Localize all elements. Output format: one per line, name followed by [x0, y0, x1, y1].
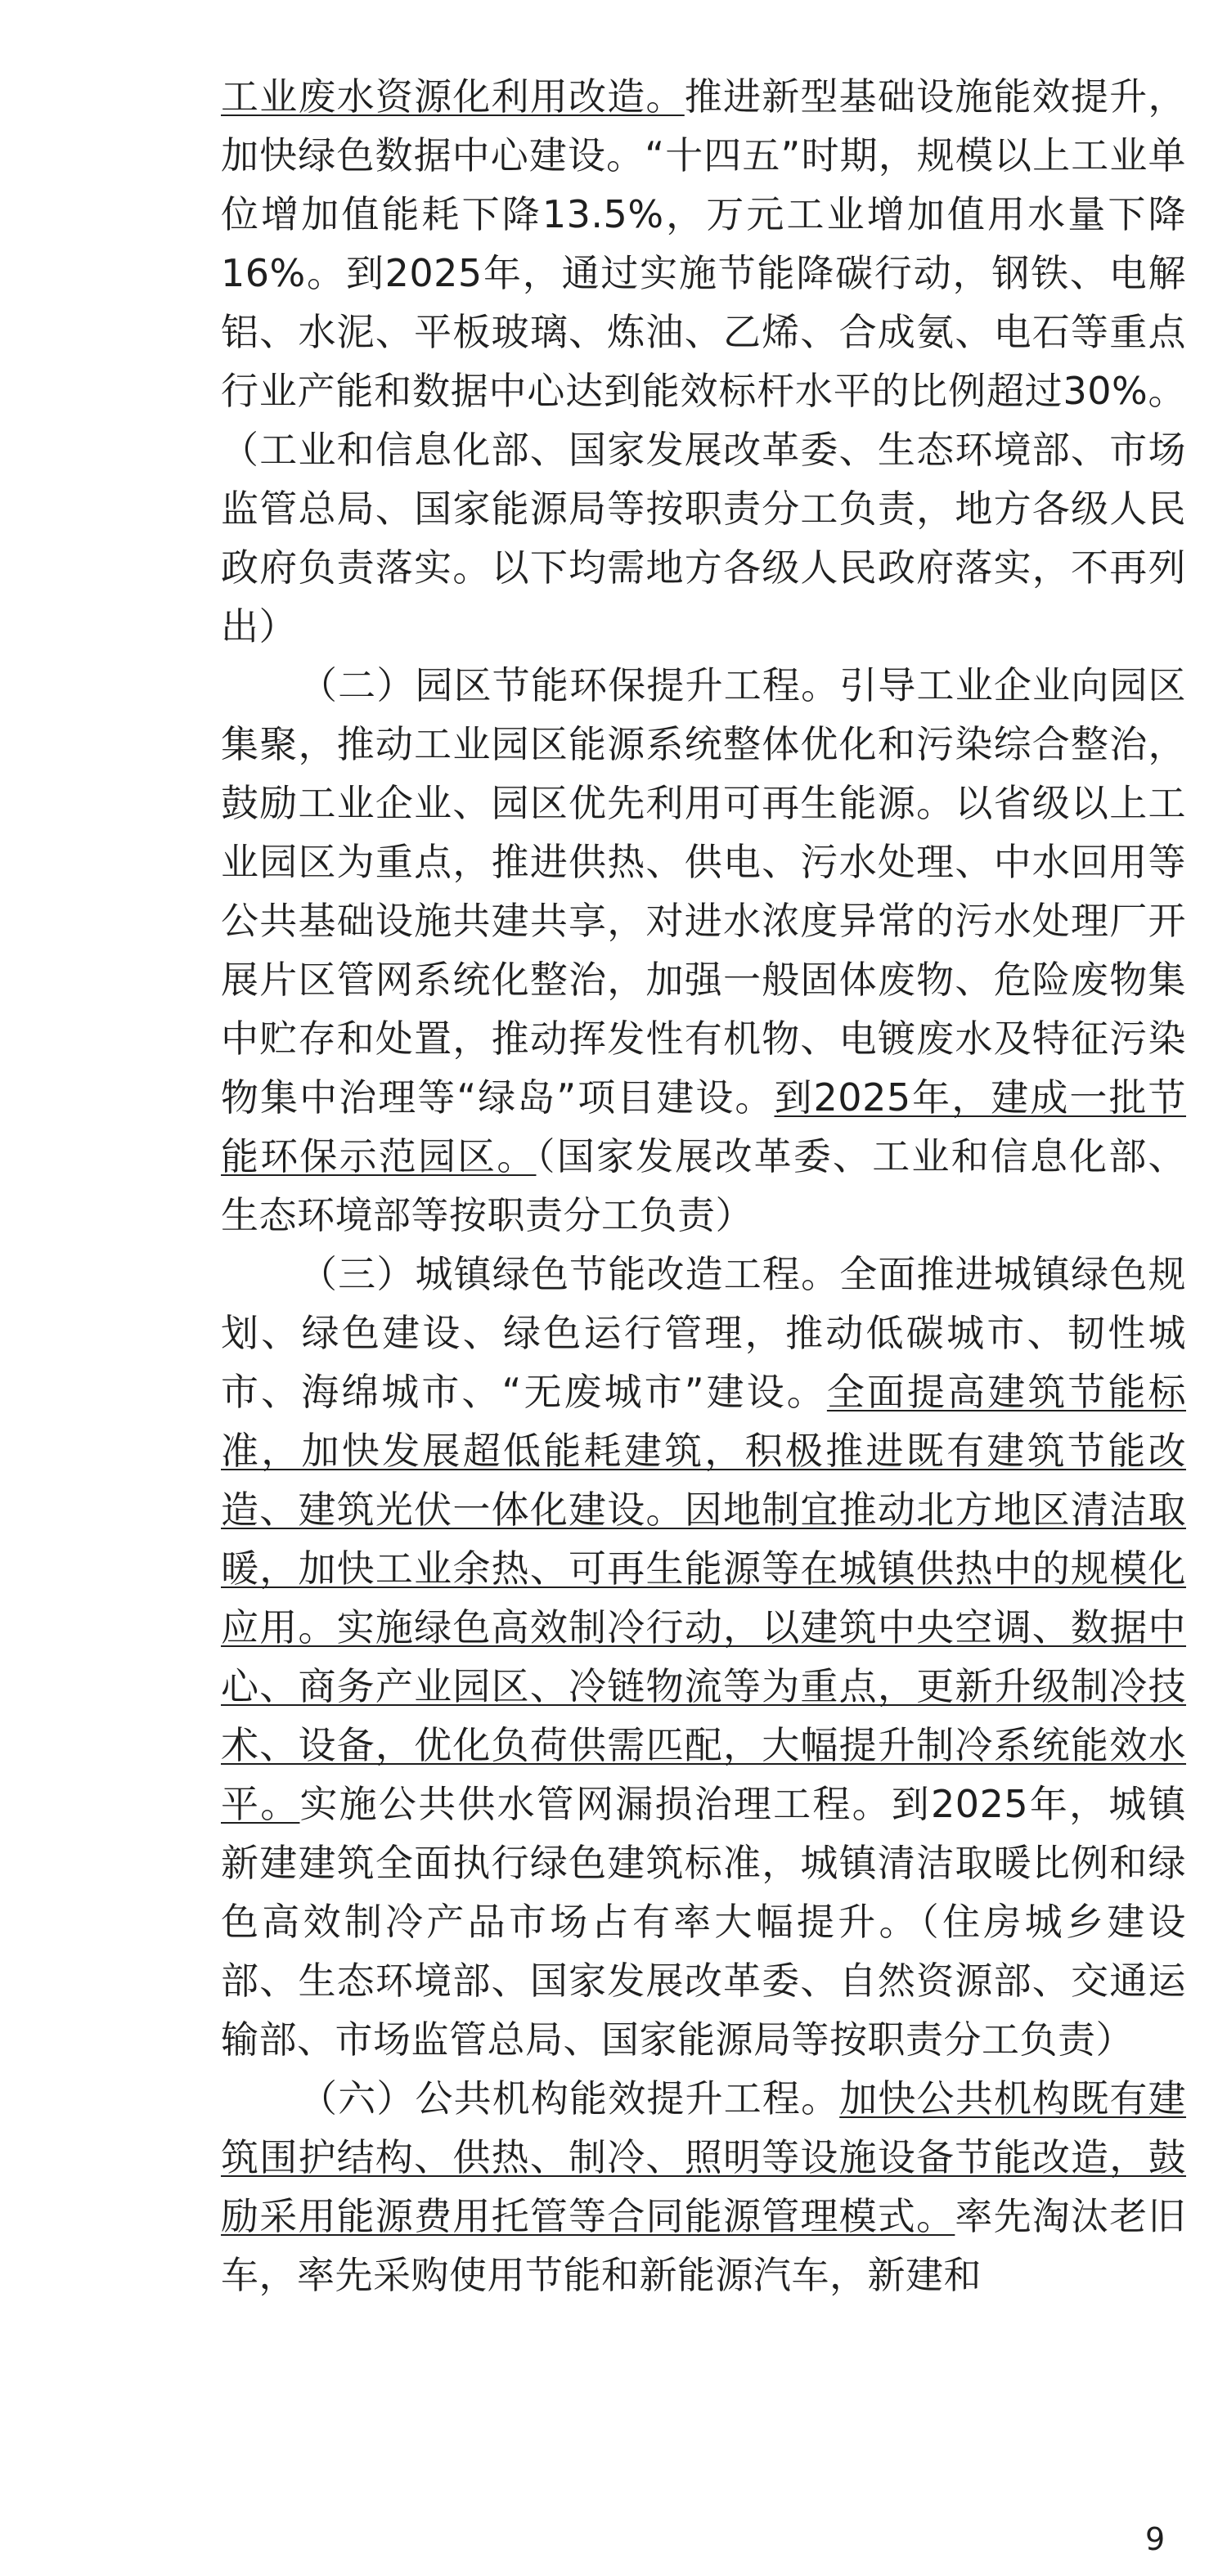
body-text: （三）城镇绿色节能改造工程。全面推进城镇绿色规划、绿色建设、绿色运行管理，推动低碳城市、韧性城市、海绵城市、“无废城市”建设。	[221, 1252, 1186, 1414]
body-text: 率先淘汰老旧车，率先采购使用节能和新能源汽车，新建和	[221, 2194, 1187, 2297]
body-text: （国家发展改革委、工业和信息化部、生态环境部等按职责分工负责）	[221, 1134, 1186, 1237]
body-text: （二）园区节能环保提升工程。引导工业企业向园区集聚，推动工业园区能源系统整体优化和污染综合整治，鼓励工业企业、园区优先利用可再生能源。以省级以上工业园区为重点，推进供热、供电、污水处理、中水回用等公共基础设施共建共享，对进水浓度异常的污水处理厂开展片区管网系统化整治，加强一般固体废物、危险废物集中贮存和处置，推动挥发性有机物、电镀废水及特征污染物集中治理等“绿岛”项目建设。	[221, 663, 1186, 1120]
body-text: （六）公共机构能效提升工程。	[299, 2076, 840, 2120]
page-number: 9	[1145, 2521, 1166, 2557]
body-text: 实施公共供水管网漏损治理工程。到2025年，城镇新建建筑全面执行绿色建筑标准，城镇清洁取暖比例和绿色高效制冷产品市场占有率大幅提升。（住房城乡建设部、生态环境部、国家发展改革委、自然资源部、交通运输部、市场监管总局、国家能源局等按职责分工负责）	[221, 1782, 1186, 2062]
paragraph-park-energy-saving	[221, 656, 1186, 1245]
body-text: 推进新型基础设施能效提升，加快绿色数据中心建设。“十四五”时期，规模以上工业单位增加值能耗下降13.5%，万元工业增加值用水量下降16%。到2025年，通过实施节能降碳行动，钢铁、电解铝、水泥、平板玻璃、炼油、乙烯、合成氨、电石等重点行业产能和数据中心达到能效标杆水平的比例超过30%。（工业和信息化部、国家发展改革委、生态环境部、市场监管总局、国家能源局等按职责分工负责，地方各级人民政府负责落实。以下均需地方各级人民政府落实，不再列出）	[221, 74, 1187, 648]
underlined-text: 加快公共机构既有建筑围护结构、供热、制冷、照明等设施设备节能改造，鼓励采用能源费用托管等合同能源管理模式。	[221, 2076, 1187, 2238]
paragraph-public-institutions	[221, 2069, 1186, 2304]
document-page	[221, 67, 1186, 2304]
paragraph-industrial-water	[221, 67, 1186, 656]
underlined-text: 到2025年，建成一批节能环保示范园区。	[221, 1075, 1186, 1178]
underlined-text: 全面提高建筑节能标准，加快发展超低能耗建筑，积极推进既有建筑节能改造、建筑光伏一体化建设。因地制宜推动北方地区清洁取暖，加快工业余热、可再生能源等在城镇供热中的规模化应用。实施绿色高效制冷行动，以建筑中央空调、数据中心、商务产业园区、冷链物流等为重点，更新升级制冷技术、设备，优化负荷供需匹配，大幅提升制冷系统能效水平。	[221, 1370, 1186, 1826]
paragraph-urban-green-retrofit	[221, 1245, 1186, 2069]
underlined-text: 工业废水资源化利用改造。	[221, 74, 685, 119]
